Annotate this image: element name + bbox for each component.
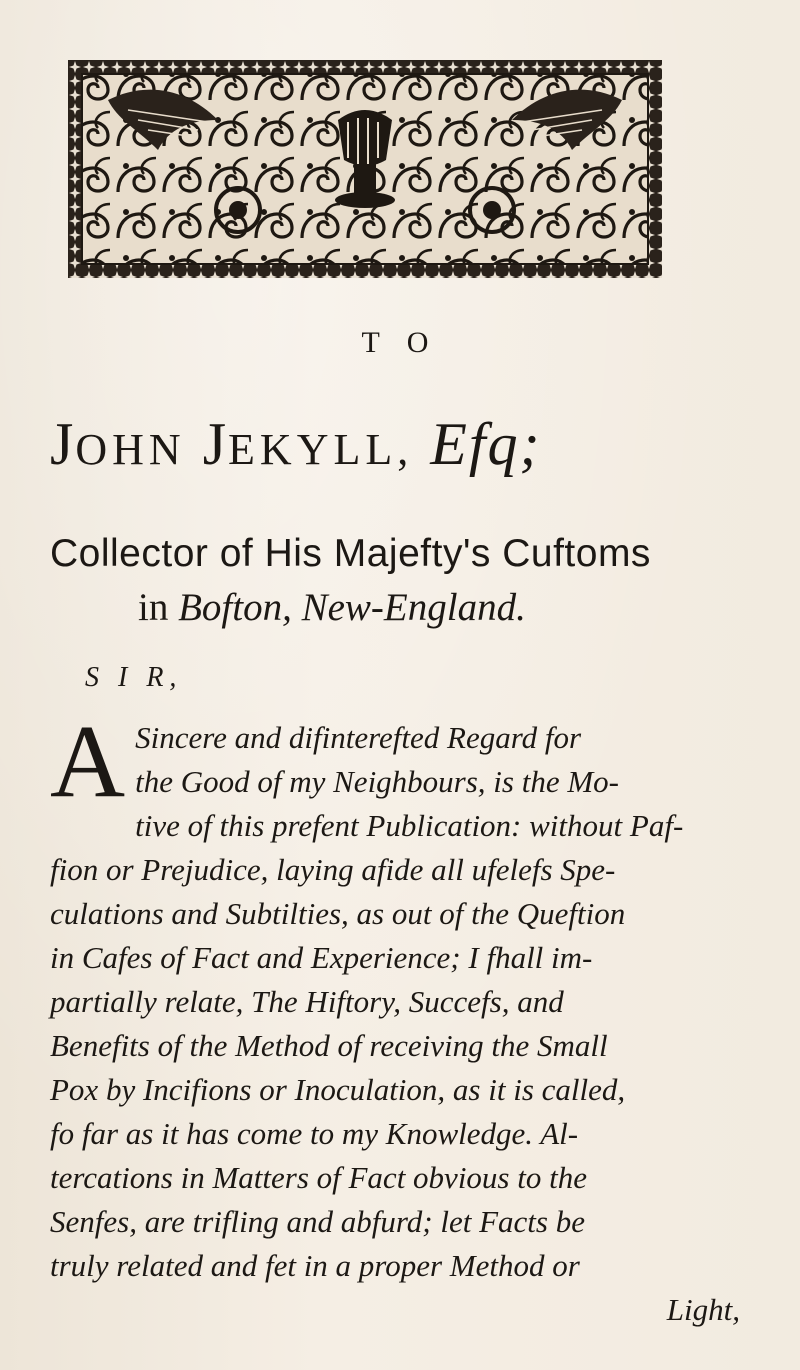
dedication-body — [50, 704, 750, 1332]
body-line: tercations in Matters of Fact obvious to the — [50, 1160, 587, 1195]
dedicatee-name — [50, 410, 770, 479]
name-last-initial: J — [202, 411, 229, 477]
salutation: S I R, — [85, 662, 183, 693]
catchword: Light, — [666, 1292, 740, 1327]
body-line: Sincere and difinterefted Regard for — [135, 720, 582, 755]
name-last-rest: EKYLL, — [228, 425, 414, 474]
body-line: tive of this prefent Publication: without Paf- — [135, 808, 684, 843]
dedication-to: T O — [361, 326, 439, 359]
name-first-initial: J — [50, 411, 76, 477]
body-line: Senfes, are trifling and abfurd; let Facts be — [50, 1204, 585, 1239]
body-line: in Cafes of Fact and Experience; I fhall im- — [50, 940, 593, 975]
body-line: truly related and fet in a proper Method or — [50, 1248, 580, 1283]
decorative-headpiece-icon — [68, 60, 662, 278]
location-prefix: in — [138, 586, 179, 629]
location-place: Bofton, New-England. — [178, 586, 526, 629]
body-line: fo far as it has come to my Knowledge. Al- — [50, 1116, 579, 1151]
body-line: fion or Prejudice, laying afide all ufelefs Spe- — [50, 852, 616, 887]
dedicatee-location — [138, 585, 800, 630]
drop-cap: A — [50, 704, 126, 819]
name-esquire: Efq; — [430, 411, 542, 477]
name-first-rest: OHN — [75, 425, 186, 474]
body-line: the Good of my Neighbours, is the Mo- — [135, 764, 619, 799]
body-line: partially relate, The Hiftory, Succefs, and — [50, 984, 564, 1019]
body-line: Pox by Incifions or Inoculation, as it is called, — [50, 1072, 626, 1107]
dedicatee-title: Collector of His Majefty's Cuftoms — [50, 532, 651, 575]
body-line: Benefits of the Method of receiving the Small — [50, 1028, 608, 1063]
body-line: culations and Subtilties, as out of the Queftion — [50, 896, 626, 931]
